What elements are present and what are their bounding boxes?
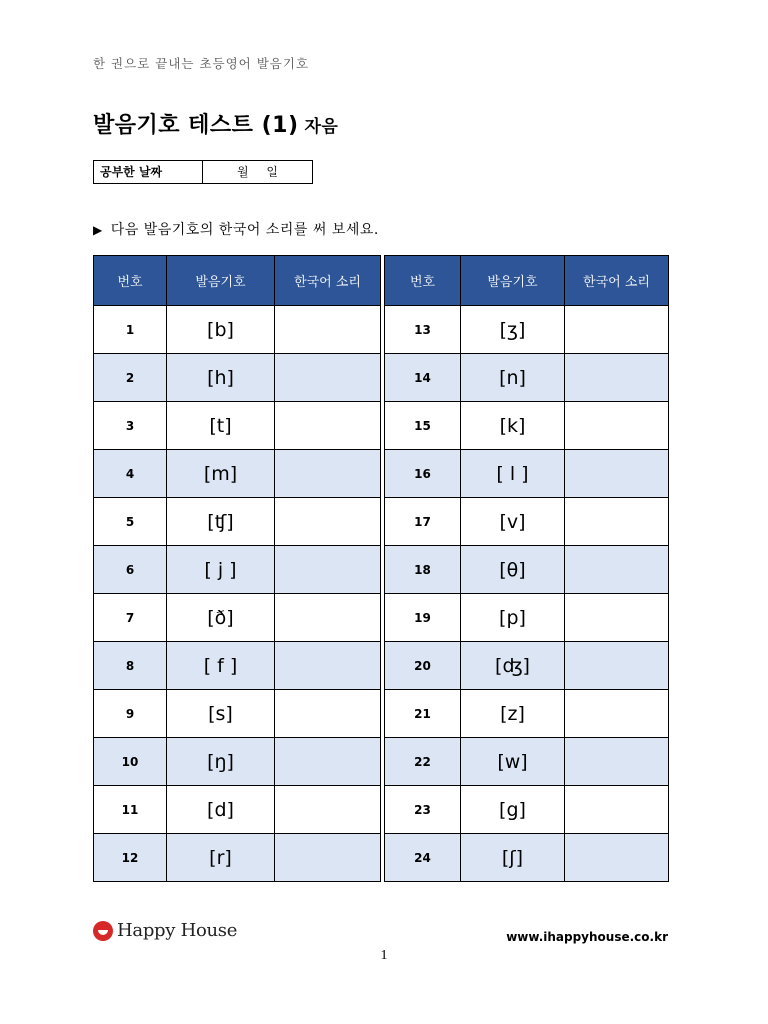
phonetic-symbol: [h] bbox=[167, 354, 275, 402]
row-number: 5 bbox=[94, 498, 167, 546]
korean-sound-answer[interactable] bbox=[565, 354, 669, 402]
table-row bbox=[94, 354, 381, 402]
table-header-row bbox=[94, 256, 381, 306]
phonetic-symbol: [r] bbox=[167, 834, 275, 882]
row-number: 10 bbox=[94, 738, 167, 786]
korean-sound-answer[interactable] bbox=[565, 594, 669, 642]
phonetic-symbol: [ f ] bbox=[167, 642, 275, 690]
phonetic-symbol: [d] bbox=[167, 786, 275, 834]
row-number: 12 bbox=[94, 834, 167, 882]
korean-sound-answer[interactable] bbox=[565, 738, 669, 786]
phonetic-symbol: [θ] bbox=[461, 546, 565, 594]
phonetic-symbol: [ʒ] bbox=[461, 306, 565, 354]
korean-sound-answer[interactable] bbox=[275, 498, 381, 546]
table-row bbox=[385, 834, 669, 882]
row-number: 8 bbox=[94, 642, 167, 690]
table-row bbox=[94, 690, 381, 738]
row-number: 7 bbox=[94, 594, 167, 642]
phonetic-symbol: [ŋ] bbox=[167, 738, 275, 786]
korean-sound-answer[interactable] bbox=[565, 786, 669, 834]
row-number: 21 bbox=[385, 690, 461, 738]
phonetic-symbol: [ l ] bbox=[461, 450, 565, 498]
study-date-box bbox=[93, 160, 313, 184]
row-number: 1 bbox=[94, 306, 167, 354]
table-row bbox=[94, 642, 381, 690]
table-row bbox=[94, 402, 381, 450]
right-table bbox=[384, 255, 669, 882]
phonetic-symbol: [n] bbox=[461, 354, 565, 402]
row-number: 24 bbox=[385, 834, 461, 882]
korean-sound-answer[interactable] bbox=[275, 306, 381, 354]
row-number: 9 bbox=[94, 690, 167, 738]
row-number: 23 bbox=[385, 786, 461, 834]
row-number: 15 bbox=[385, 402, 461, 450]
phonetic-symbol: [b] bbox=[167, 306, 275, 354]
korean-sound-answer[interactable] bbox=[275, 546, 381, 594]
korean-sound-answer[interactable] bbox=[275, 642, 381, 690]
korean-sound-answer[interactable] bbox=[565, 498, 669, 546]
korean-sound-answer[interactable] bbox=[275, 834, 381, 882]
phonetic-symbol: [k] bbox=[461, 402, 565, 450]
title-sub: 자음 bbox=[304, 117, 339, 137]
page-number: 1 bbox=[380, 948, 388, 963]
table-row bbox=[385, 786, 669, 834]
table-row bbox=[385, 402, 669, 450]
korean-sound-answer[interactable] bbox=[275, 594, 381, 642]
title-main: 발음기호 테스트 (1) bbox=[93, 113, 299, 138]
header-korean-sound: 한국어 소리 bbox=[275, 256, 381, 306]
phonetic-symbol: [ð] bbox=[167, 594, 275, 642]
row-number: 18 bbox=[385, 546, 461, 594]
korean-sound-answer[interactable] bbox=[565, 546, 669, 594]
korean-sound-answer[interactable] bbox=[565, 306, 669, 354]
table-row bbox=[385, 546, 669, 594]
row-number: 16 bbox=[385, 450, 461, 498]
row-number: 2 bbox=[94, 354, 167, 402]
header-korean-sound: 한국어 소리 bbox=[565, 256, 669, 306]
study-date-label: 공부한 날짜 bbox=[94, 161, 203, 183]
row-number: 19 bbox=[385, 594, 461, 642]
phonetic-symbol: [ʃ] bbox=[461, 834, 565, 882]
table-row bbox=[94, 738, 381, 786]
table-row bbox=[385, 354, 669, 402]
row-number: 11 bbox=[94, 786, 167, 834]
phonetic-symbol: [z] bbox=[461, 690, 565, 738]
korean-sound-answer[interactable] bbox=[565, 642, 669, 690]
header-number: 번호 bbox=[94, 256, 167, 306]
table-row bbox=[94, 594, 381, 642]
row-number: 6 bbox=[94, 546, 167, 594]
phonetic-symbol: [ j ] bbox=[167, 546, 275, 594]
table-row bbox=[94, 450, 381, 498]
korean-sound-answer[interactable] bbox=[565, 834, 669, 882]
logo-text: Happy House bbox=[117, 920, 238, 941]
smiley-logo-icon bbox=[93, 921, 113, 941]
korean-sound-answer[interactable] bbox=[275, 786, 381, 834]
study-date-value[interactable]: 월 일 bbox=[237, 165, 278, 179]
table-row bbox=[94, 498, 381, 546]
phonetic-symbol: [w] bbox=[461, 738, 565, 786]
triangle-right-icon: ▶ bbox=[93, 223, 103, 237]
table-row bbox=[94, 786, 381, 834]
phonetic-symbol: [m] bbox=[167, 450, 275, 498]
document-header: 한 권으로 끝내는 초등영어 발음기호 bbox=[93, 56, 310, 71]
table-row bbox=[94, 834, 381, 882]
row-number: 22 bbox=[385, 738, 461, 786]
row-number: 14 bbox=[385, 354, 461, 402]
korean-sound-answer[interactable] bbox=[275, 738, 381, 786]
table-row bbox=[385, 642, 669, 690]
table-row bbox=[94, 546, 381, 594]
phonetic-symbol: [t] bbox=[167, 402, 275, 450]
table-row bbox=[385, 306, 669, 354]
phonetic-symbol: [v] bbox=[461, 498, 565, 546]
korean-sound-answer[interactable] bbox=[275, 690, 381, 738]
phonetic-symbol: [ʧ] bbox=[167, 498, 275, 546]
phonetic-symbol: [g] bbox=[461, 786, 565, 834]
phonetic-symbol: [s] bbox=[167, 690, 275, 738]
korean-sound-answer[interactable] bbox=[275, 354, 381, 402]
korean-sound-answer[interactable] bbox=[275, 450, 381, 498]
phonetic-symbol: [p] bbox=[461, 594, 565, 642]
row-number: 20 bbox=[385, 642, 461, 690]
header-number: 번호 bbox=[385, 256, 461, 306]
korean-sound-answer[interactable] bbox=[565, 690, 669, 738]
website-url[interactable]: www.ihappyhouse.co.kr bbox=[506, 930, 668, 944]
row-number: 3 bbox=[94, 402, 167, 450]
table-row bbox=[385, 450, 669, 498]
happy-house-logo bbox=[93, 920, 237, 941]
korean-sound-answer[interactable] bbox=[565, 450, 669, 498]
korean-sound-answer[interactable] bbox=[275, 402, 381, 450]
table-row bbox=[385, 594, 669, 642]
header-symbol: 발음기호 bbox=[461, 256, 565, 306]
table-row bbox=[385, 738, 669, 786]
phonetic-symbol: [ʤ] bbox=[461, 642, 565, 690]
table-row bbox=[385, 498, 669, 546]
instruction bbox=[93, 219, 379, 239]
phonetic-test-table bbox=[93, 255, 669, 882]
page-title bbox=[93, 108, 338, 139]
left-table bbox=[93, 255, 381, 882]
korean-sound-answer[interactable] bbox=[565, 402, 669, 450]
table-row bbox=[94, 306, 381, 354]
header-symbol: 발음기호 bbox=[167, 256, 275, 306]
table-row bbox=[385, 690, 669, 738]
row-number: 17 bbox=[385, 498, 461, 546]
table-header-row bbox=[385, 256, 669, 306]
instruction-text: 다음 발음기호의 한국어 소리를 써 보세요. bbox=[110, 222, 379, 238]
row-number: 13 bbox=[385, 306, 461, 354]
row-number: 4 bbox=[94, 450, 167, 498]
